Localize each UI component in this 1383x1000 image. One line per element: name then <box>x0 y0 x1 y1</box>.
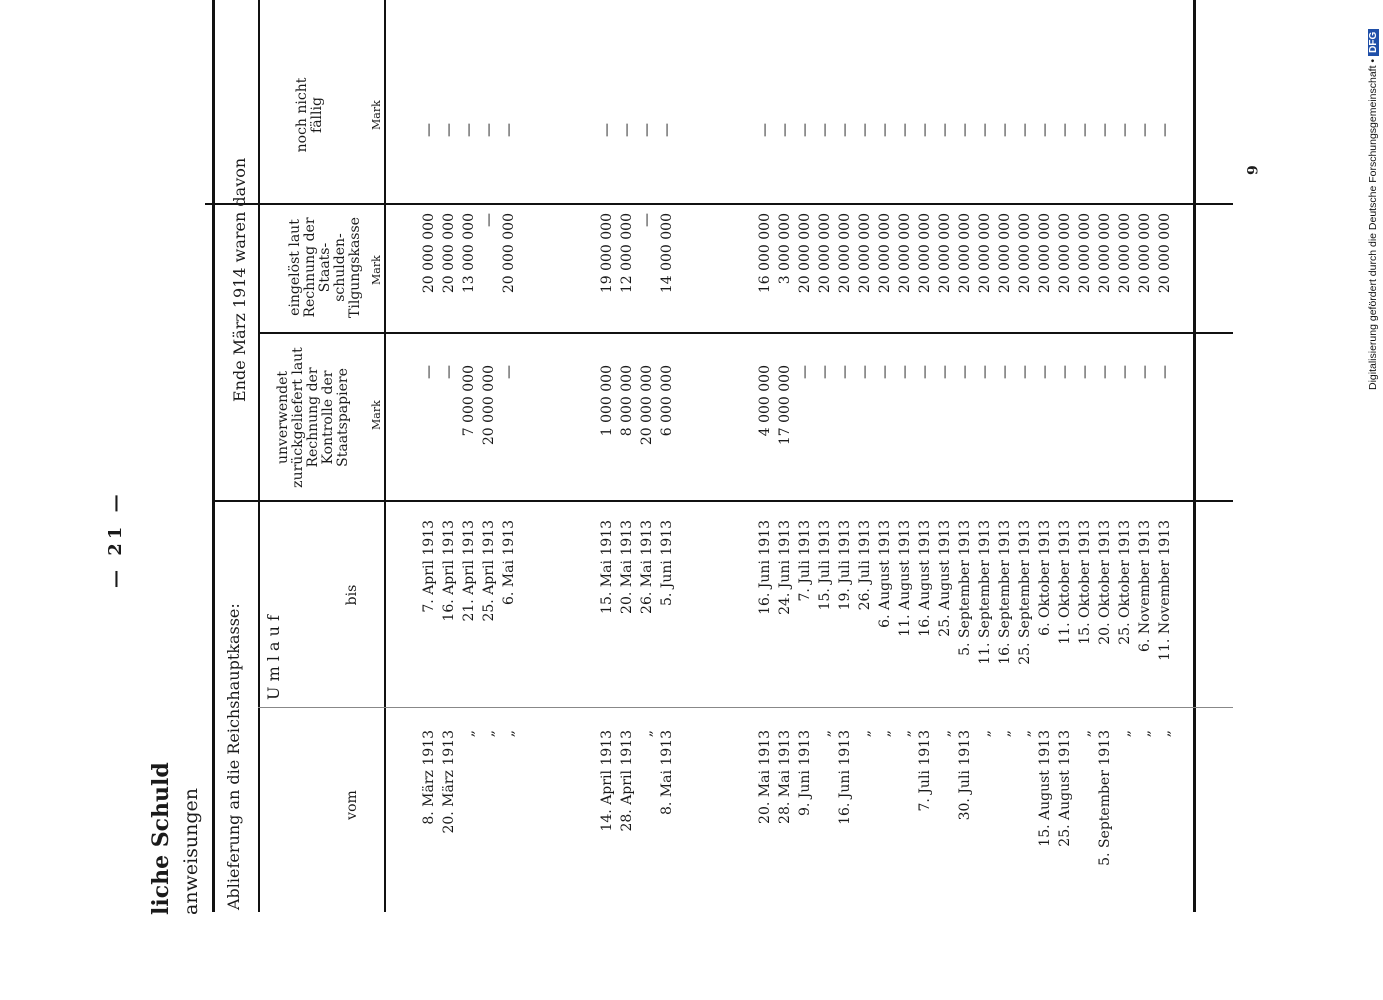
cell-bis: 11. November 1913 <box>1157 520 1173 661</box>
cell-unverwendet: — <box>837 365 853 379</box>
cell-unverwendet: — <box>1157 365 1173 379</box>
cell-eingeloest: 20 000 000 <box>797 213 813 294</box>
cell-bis: 7. Juli 1913 <box>797 520 813 602</box>
cell-eingeloest: 12 000 000 <box>619 213 635 294</box>
cell-unverwendet: — <box>977 365 993 379</box>
cell-vom: „ <box>857 730 873 738</box>
cell-noch-nicht: — <box>1077 123 1093 137</box>
cell-vom: 8. Mai 1913 <box>659 730 675 816</box>
cell-vom: „ <box>997 730 1013 738</box>
cell-vom: 8. März 1913 <box>421 730 437 825</box>
cell-unverwendet: — <box>997 365 1013 379</box>
cell-eingeloest: 20 000 000 <box>1157 213 1173 294</box>
cell-bis: 26. Juli 1913 <box>857 520 873 611</box>
cell-bis: 15. Mai 1913 <box>599 520 615 614</box>
cell-unverwendet: — <box>1097 365 1113 379</box>
cell-unverwendet: — <box>877 365 893 379</box>
cell-unverwendet: 7 000 000 <box>461 365 477 437</box>
cell-bis: 6. Oktober 1913 <box>1037 520 1053 636</box>
header-umlauf: U m l a u f <box>264 615 283 700</box>
cell-vom: 16. Juni 1913 <box>837 730 853 825</box>
cell-unverwendet: — <box>1077 365 1093 379</box>
cell-eingeloest: 19 000 000 <box>599 213 615 294</box>
cell-noch-nicht: — <box>917 123 933 137</box>
page-subheading: anweisungen <box>180 787 202 915</box>
cell-noch-nicht: — <box>659 123 675 137</box>
cell-bis: 11. August 1913 <box>897 520 913 637</box>
cell-eingeloest: 20 000 000 <box>1057 213 1073 294</box>
cell-vom: „ <box>501 730 517 738</box>
cell-bis: 24. Juni 1913 <box>777 520 793 615</box>
cell-eingeloest: 20 000 000 <box>421 213 437 294</box>
table-top-rule <box>212 0 215 912</box>
cell-noch-nicht: — <box>957 123 973 137</box>
cell-vom: „ <box>1077 730 1093 738</box>
unit-unverwendet: Mark <box>370 400 383 430</box>
cell-vom: „ <box>877 730 893 738</box>
cell-eingeloest: 20 000 000 <box>937 213 953 294</box>
table-bottom-rule <box>1193 0 1196 912</box>
cell-unverwendet: — <box>421 365 437 379</box>
cell-bis: 5. Juni 1913 <box>659 520 675 607</box>
cell-eingeloest: 20 000 000 <box>817 213 833 294</box>
cell-eingeloest: — <box>639 213 655 227</box>
cell-vom: 14. April 1913 <box>599 730 615 832</box>
cell-noch-nicht: — <box>897 123 913 137</box>
page-number: — 21 — <box>105 490 126 588</box>
cell-noch-nicht: — <box>441 123 457 137</box>
cell-noch-nicht: — <box>421 123 437 137</box>
cell-eingeloest: 20 000 000 <box>917 213 933 294</box>
cell-vom: 28. Mai 1913 <box>777 730 793 824</box>
cell-bis: 26. Mai 1913 <box>639 520 655 614</box>
cell-bis: 16. August 1913 <box>917 520 933 637</box>
cell-noch-nicht: — <box>1117 123 1133 137</box>
cell-unverwendet: 4 000 000 <box>757 365 773 437</box>
table-divider-umlauf <box>258 707 1233 708</box>
cell-noch-nicht: — <box>1017 123 1033 137</box>
cell-bis: 6. November 1913 <box>1137 520 1153 652</box>
cell-vom: „ <box>977 730 993 738</box>
cell-eingeloest: 20 000 000 <box>1017 213 1033 294</box>
table-subheader-rule <box>384 0 386 912</box>
header-noch-nicht: noch nicht fällig <box>294 77 325 153</box>
header-eingeloest: eingelöst laut Rechnung der Staats- schulden- Tilgungskasse <box>287 217 363 318</box>
cell-bis: 16. April 1913 <box>441 520 457 622</box>
cell-eingeloest: 20 000 000 <box>441 213 457 294</box>
cell-vom: „ <box>461 730 477 738</box>
cell-vom: 20. März 1913 <box>441 730 457 834</box>
cell-bis: 25. September 1913 <box>1017 520 1033 665</box>
cell-vom: „ <box>897 730 913 738</box>
header-unverwendet: unverwendet zurückgeliefert laut Rechnung der Kontrolle der Staatspapiere <box>275 347 351 488</box>
cell-noch-nicht: — <box>599 123 615 137</box>
cell-vom: 15. August 1913 <box>1037 730 1053 847</box>
cell-unverwendet: — <box>501 365 517 379</box>
cell-bis: 25. Oktober 1913 <box>1117 520 1133 645</box>
cell-unverwendet: 20 000 000 <box>639 365 655 446</box>
header-vom: vom <box>344 790 360 820</box>
cell-eingeloest: 20 000 000 <box>957 213 973 294</box>
unit-noch-nicht: Mark <box>370 100 383 130</box>
cell-eingeloest: 20 000 000 <box>501 213 517 294</box>
cell-bis: 20. Oktober 1913 <box>1097 520 1113 645</box>
cell-vom: 5. September 1913 <box>1097 730 1113 866</box>
cell-bis: 25. April 1913 <box>481 520 497 622</box>
cell-eingeloest: 20 000 000 <box>877 213 893 294</box>
cell-unverwendet: — <box>1057 365 1073 379</box>
cell-eingeloest: 20 000 000 <box>1117 213 1133 294</box>
sheet-mark: 6 <box>1243 165 1259 175</box>
cell-vom: „ <box>1017 730 1033 738</box>
header-bis: bis <box>344 584 360 606</box>
cell-eingeloest: 20 000 000 <box>977 213 993 294</box>
cell-noch-nicht: — <box>639 123 655 137</box>
cell-vom: 25. August 1913 <box>1057 730 1073 847</box>
cell-unverwendet: — <box>1037 365 1053 379</box>
table-divider-main <box>215 500 1233 502</box>
cell-bis: 7. April 1913 <box>421 520 437 613</box>
cell-eingeloest: 3 000 000 <box>777 213 793 285</box>
cell-noch-nicht: — <box>837 123 853 137</box>
cell-noch-nicht: — <box>1137 123 1153 137</box>
cell-eingeloest: 20 000 000 <box>1097 213 1113 294</box>
cell-vom: „ <box>1157 730 1173 738</box>
cell-unverwendet: — <box>1117 365 1133 379</box>
cell-bis: 21. April 1913 <box>461 520 477 622</box>
unit-eingeloest: Mark <box>370 255 383 285</box>
cell-vom: „ <box>817 730 833 738</box>
cell-eingeloest: 14 000 000 <box>659 213 675 294</box>
cell-bis: 5. September 1913 <box>957 520 973 656</box>
cell-unverwendet: — <box>937 365 953 379</box>
cell-noch-nicht: — <box>997 123 1013 137</box>
cell-unverwendet: — <box>441 365 457 379</box>
cell-vom: „ <box>1137 730 1153 738</box>
cell-vom: „ <box>1117 730 1133 738</box>
page-heading: liche Schuld <box>148 762 174 915</box>
cell-eingeloest: 16 000 000 <box>757 213 773 294</box>
cell-vom: „ <box>937 730 953 738</box>
cell-unverwendet: — <box>1017 365 1033 379</box>
cell-unverwendet: — <box>857 365 873 379</box>
cell-bis: 19. Juli 1913 <box>837 520 853 611</box>
cell-vom: 9. Juni 1913 <box>797 730 813 817</box>
cell-vom: „ <box>639 730 655 738</box>
cell-eingeloest: 20 000 000 <box>1137 213 1153 294</box>
cell-unverwendet: — <box>957 365 973 379</box>
cell-eingeloest: 20 000 000 <box>857 213 873 294</box>
cell-noch-nicht: — <box>757 123 773 137</box>
cell-bis: 15. Juli 1913 <box>817 520 833 611</box>
cell-bis: 20. Mai 1913 <box>619 520 635 614</box>
table-header-rule <box>258 0 260 912</box>
cell-noch-nicht: — <box>857 123 873 137</box>
credit-text: Digitalisierung gefördert durch die Deutsche Forschungsgemeinschaft • <box>1367 58 1379 390</box>
cell-eingeloest: 20 000 000 <box>997 213 1013 294</box>
cell-bis: 6. August 1913 <box>877 520 893 628</box>
dfg-logo: DFG <box>1368 29 1379 56</box>
cell-noch-nicht: — <box>777 123 793 137</box>
cell-bis: 15. Oktober 1913 <box>1077 520 1093 645</box>
cell-bis: 16. September 1913 <box>997 520 1013 665</box>
cell-unverwendet: — <box>797 365 813 379</box>
cell-unverwendet: — <box>897 365 913 379</box>
cell-eingeloest: 20 000 000 <box>1037 213 1053 294</box>
cell-eingeloest: 20 000 000 <box>897 213 913 294</box>
cell-noch-nicht: — <box>481 123 497 137</box>
cell-unverwendet: 20 000 000 <box>481 365 497 446</box>
cell-unverwendet: 17 000 000 <box>777 365 793 446</box>
cell-eingeloest: 20 000 000 <box>837 213 853 294</box>
cell-bis: 6. Mai 1913 <box>501 520 517 606</box>
cell-vom: 20. Mai 1913 <box>757 730 773 824</box>
cell-noch-nicht: — <box>1097 123 1113 137</box>
cell-noch-nicht: — <box>977 123 993 137</box>
cell-vom: „ <box>481 730 497 738</box>
digitization-credit <box>1367 29 1379 390</box>
cell-unverwendet: 6 000 000 <box>659 365 675 437</box>
cell-noch-nicht: — <box>937 123 953 137</box>
cell-noch-nicht: — <box>877 123 893 137</box>
header-ende-maerz: Ende März 1914 waren davon <box>230 157 249 402</box>
cell-unverwendet: — <box>1137 365 1153 379</box>
cell-noch-nicht: — <box>619 123 635 137</box>
cell-vom: 7. Juli 1913 <box>917 730 933 812</box>
header-ablieferung: Ablieferung an die Reichshauptkasse: <box>224 603 243 910</box>
cell-unverwendet: 1 000 000 <box>599 365 615 437</box>
cell-noch-nicht: — <box>1057 123 1073 137</box>
cell-unverwendet: — <box>917 365 933 379</box>
cell-unverwendet: — <box>817 365 833 379</box>
cell-noch-nicht: — <box>1037 123 1053 137</box>
cell-eingeloest: 13 000 000 <box>461 213 477 294</box>
cell-noch-nicht: — <box>817 123 833 137</box>
cell-unverwendet: 8 000 000 <box>619 365 635 437</box>
cell-bis: 11. September 1913 <box>977 520 993 665</box>
cell-noch-nicht: — <box>1157 123 1173 137</box>
cell-vom: 30. Juli 1913 <box>957 730 973 821</box>
cell-noch-nicht: — <box>461 123 477 137</box>
cell-bis: 25. August 1913 <box>937 520 953 637</box>
cell-eingeloest: — <box>481 213 497 227</box>
cell-noch-nicht: — <box>501 123 517 137</box>
table-divider-2 <box>258 332 1233 334</box>
cell-noch-nicht: — <box>797 123 813 137</box>
table-divider-3 <box>205 203 1233 205</box>
cell-vom: 28. April 1913 <box>619 730 635 832</box>
cell-bis: 11. Oktober 1913 <box>1057 520 1073 645</box>
cell-eingeloest: 20 000 000 <box>1077 213 1093 294</box>
cell-bis: 16. Juni 1913 <box>757 520 773 615</box>
